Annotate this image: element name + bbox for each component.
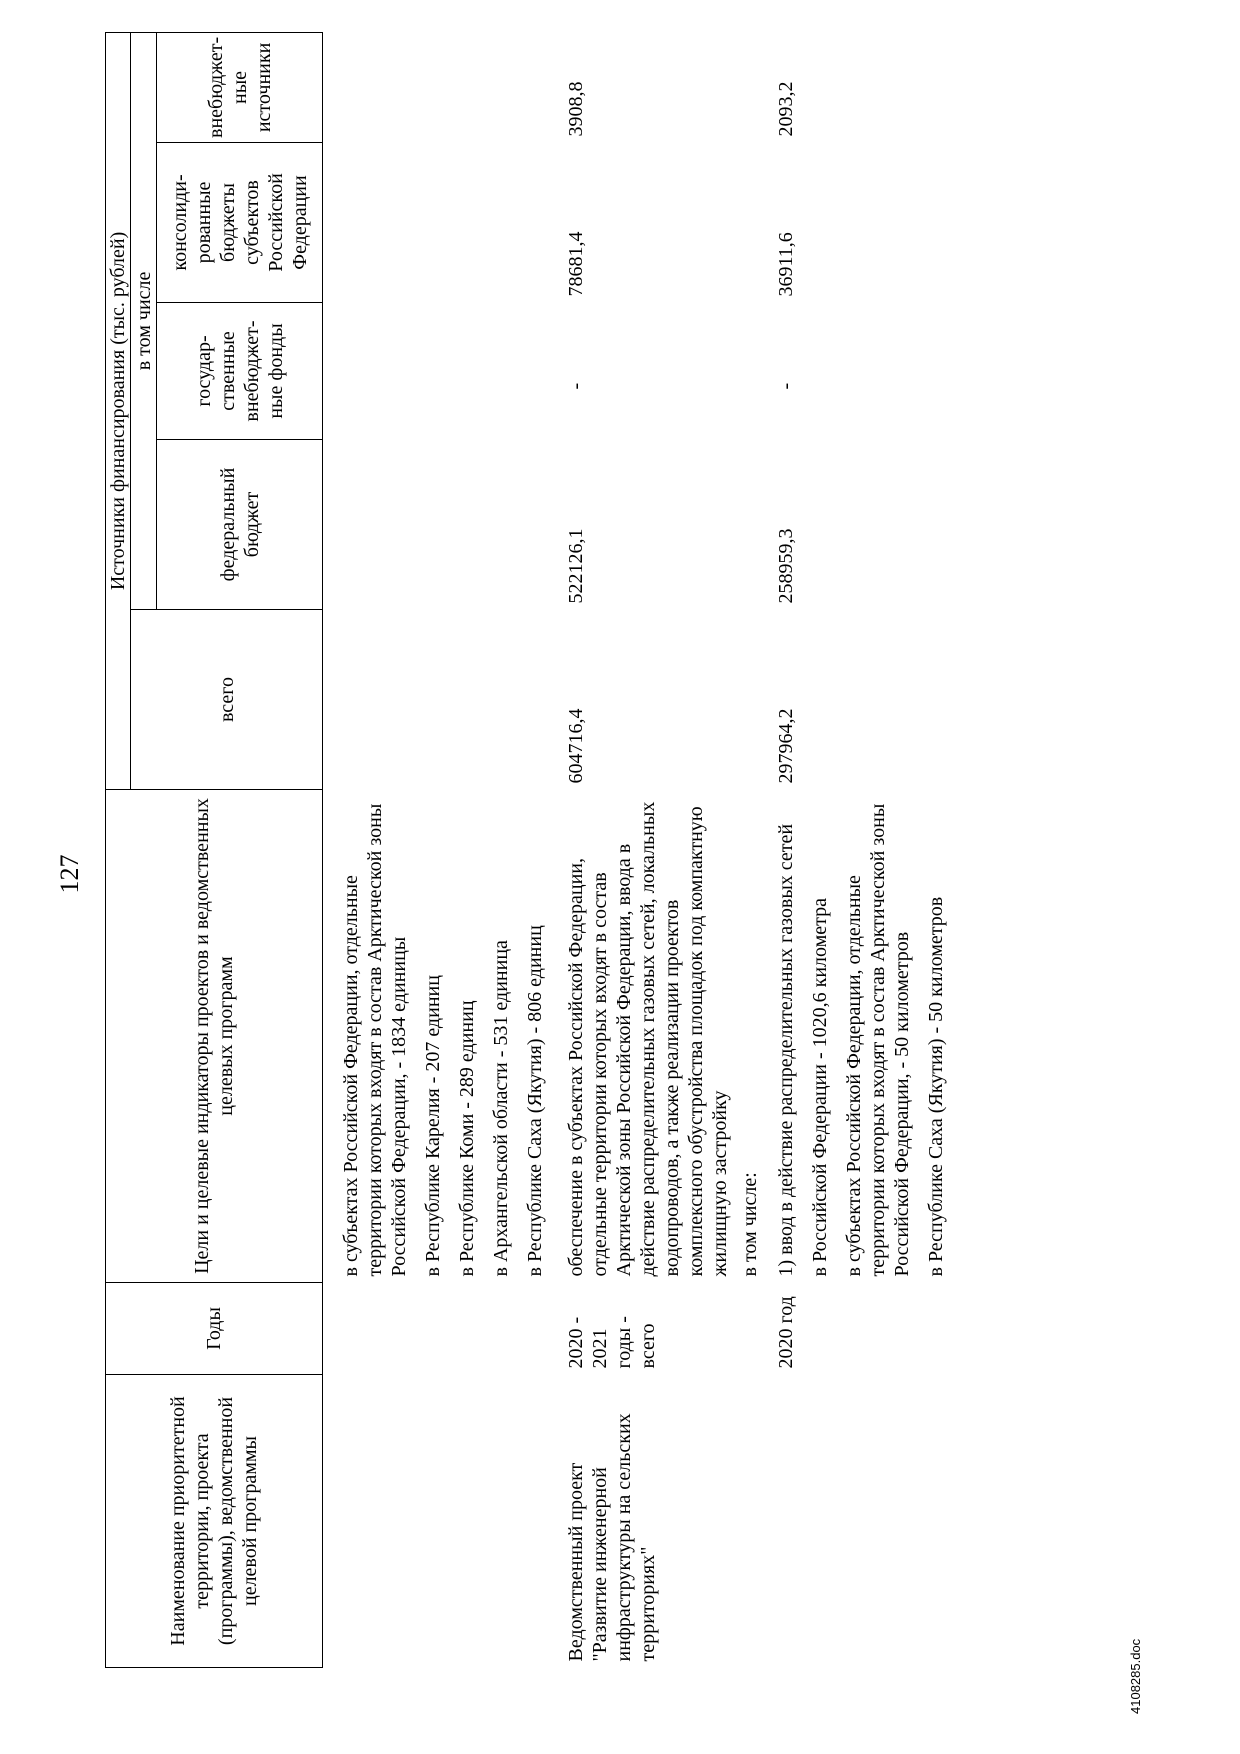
row-goals (564, 790, 774, 1283)
row-name (774, 1375, 974, 1668)
table-header (106, 32, 323, 1667)
row-consolidated (323, 143, 565, 303)
goal-line: в субъектах Российской Федерации, отдельные территории которых входят в состав Арктической зоны Российской Федерации, - 1834 единицы (340, 803, 410, 1277)
row-federal: 258959,3 (775, 528, 797, 604)
row-state-funds (323, 303, 565, 440)
goal-line: в Республике Саха (Якутия) - 806 единиц (524, 925, 546, 1277)
row-extrabudget (323, 32, 565, 142)
header-goals-column: Цели и целевые индикаторы проектов и ведомственных целевых программ (106, 790, 323, 1283)
goal-line: 1) ввод в действие распределительных газовых сетей (775, 823, 797, 1277)
table-row (564, 32, 774, 1667)
page-number: 127 (55, 854, 84, 894)
goal-line: в Республике Саха (Якутия) - 50 километров (925, 896, 947, 1277)
row-state-funds: - (775, 382, 797, 390)
row-federal (323, 440, 565, 610)
header-total-column: всего (131, 610, 323, 790)
table-row (323, 32, 565, 1667)
row-years: 2020 год (775, 1296, 797, 1369)
financing-table (105, 32, 974, 1668)
row-goals (774, 790, 974, 1283)
header-name-column: Наименование приоритетной территории, проекта (программы), ведомственной целевой программы (106, 1375, 323, 1668)
header-state-extrabudget-funds: государ-ственные внебюджет-ные фонды (157, 303, 323, 440)
goal-line: в Архангельской области - 531 единица (490, 940, 512, 1277)
row-total: 297964,2 (775, 708, 797, 784)
goal-line: в Республике Карелия - 207 единиц (422, 975, 444, 1277)
header-funding-sources: Источники финансирования (тыс. рублей) (106, 32, 131, 789)
row-consolidated: 78681,4 (565, 231, 587, 297)
header-including: в том числе (131, 32, 157, 609)
header-consolidated-budgets: консолиди-рованные бюджеты субъектов Российской Федерации (157, 143, 323, 303)
table-row (774, 32, 974, 1667)
footer-filename: 4108285.doc (1128, 1638, 1143, 1714)
row-years (323, 1283, 565, 1375)
goal-line: в том числе: (739, 1172, 761, 1277)
row-total (323, 610, 565, 790)
header-extrabudget-sources: внебюджет-ные источники (157, 32, 323, 142)
row-extrabudget: 3908,8 (565, 81, 587, 137)
row-state-funds: - (565, 382, 587, 390)
goal-line: обеспечение в субъектах Российской Федерации, отдельные территории которых входят в состав Арктической зоны Российской Федерации, ввода в действие распределительных газовых сетей, локальных водопроводов, а также реализации проектов комплексного обустройства площадок под компактную жилищную застройку (565, 801, 731, 1277)
row-federal: 522126,1 (565, 528, 587, 604)
row-total: 604716,4 (565, 708, 587, 784)
row-goals (323, 790, 565, 1283)
goal-line: в Российской Федерации - 1020,6 километра (809, 897, 831, 1277)
row-name (323, 1375, 565, 1668)
goal-line: в Республике Коми - 289 единиц (456, 1000, 478, 1277)
row-years: 2020 - 2021 годы - всего (565, 1316, 659, 1369)
row-consolidated: 36911,6 (775, 232, 797, 297)
goal-line: в субъектах Российской Федерации, отдельные территории которых входят в состав Арктической зоны Российской Федерации, - 50 километров (843, 803, 913, 1277)
header-federal-budget: федеральный бюджет (157, 440, 323, 610)
header-years-column: Годы (106, 1283, 323, 1375)
row-extrabudget: 2093,2 (775, 81, 797, 137)
row-name: Ведомственный проект "Развитие инженерной инфраструктуры на сельских территориях" (565, 1413, 659, 1662)
